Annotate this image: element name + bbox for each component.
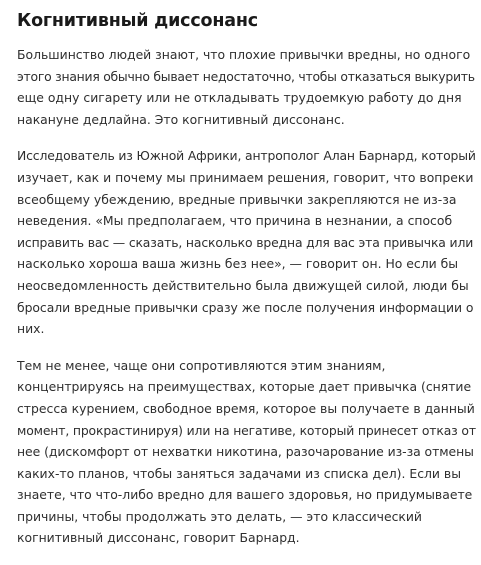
text-line: всеобщему убеждению, вредные привычки закрепляются не из-за [17,191,457,207]
text-line: неосведомленность действительно была движущей силой, люди бы [17,277,469,293]
text-line: момент, прокрастинируя) или на негативе, который принесет отказ от [17,422,476,438]
article [17,8,479,564]
text-line: бросали вредные привычки сразу же после получения информации о [17,299,474,315]
text-line: знаете, что что-либо вредно для вашего здоровья, но придумываете [17,487,473,503]
paragraph-3 [17,355,479,549]
article-title: Когнитивный диссонанс [17,11,258,31]
text-line: стресса курением, свободное время, которое вы получаете в данный [17,400,475,416]
text-line: этого знания обычно бывает недостаточно, чтобы отказаться выкурить [17,68,475,84]
text-line: когнитивный диссонанс, говорит Барнард. [17,530,300,546]
text-line: них. [17,321,45,337]
text-line: Тем не менее, чаще они сопротивляются этим знаниям, [17,357,386,373]
text-line: концентрируясь на преимуществах, которые дает привычка (снятие [17,379,472,395]
text-line: причины, чтобы продолжать это делать, — это классический [17,508,422,524]
text-line: каких-то планов, чтобы заняться задачами из списка дел). Если вы [17,465,461,481]
paragraph-2 [17,145,479,339]
text-line: нее (дискомфорт от нехватки никотина, разочарование из-за отмены [17,444,474,460]
text-line: еще одну сигарету или не откладывать трудоемкую работу до дня [17,90,462,106]
text-line: изучает, как и почему мы принимаем решения, говорит, что вопреки [17,169,474,185]
text-line: накануне дедлайна. Это когнитивный диссонанс. [17,111,345,127]
text-line: Исследователь из Южной Африки, антрополог Алан Барнард, который [17,148,476,164]
text-line: насколько хороша ваша жизнь без нее», — говорит он. Но если бы [17,256,459,272]
text-line: исправить вас — сказать, насколько вредна для вас эта привычка или [17,234,474,250]
text-line: Большинство людей знают, что плохие привычки вредны, но одного [17,47,471,62]
text-line: неведения. «Мы предполагаем, что причина в незнании, а способ [17,213,453,229]
paragraph-1 [17,44,479,130]
